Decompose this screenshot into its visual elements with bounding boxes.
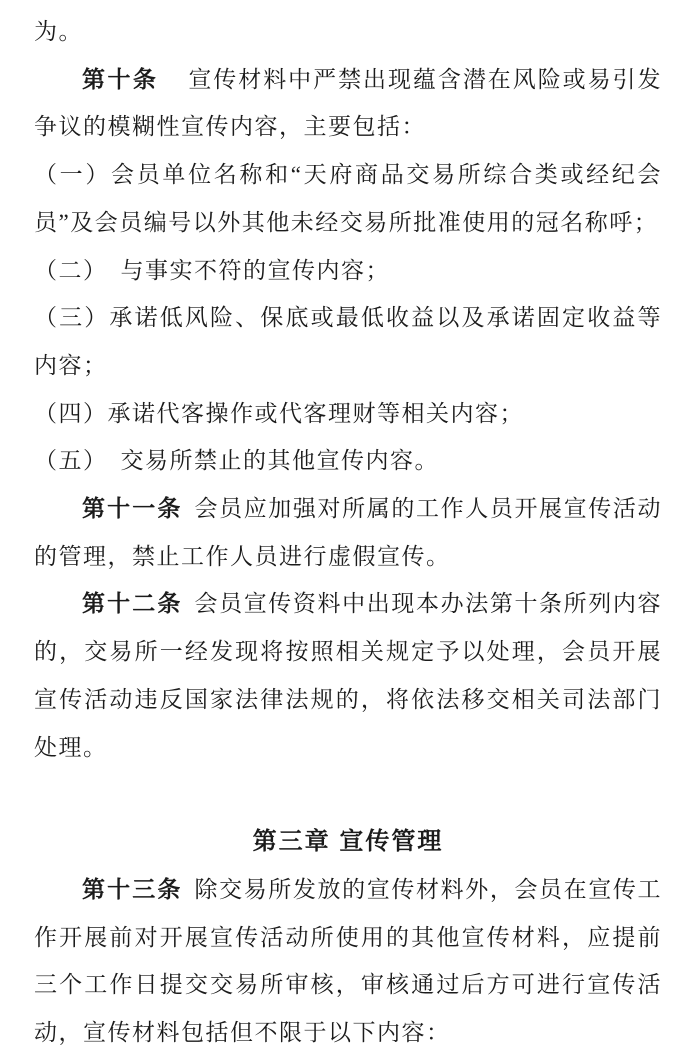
list-item-2 <box>34 247 662 295</box>
list-item-text: （一）会员单位名称和“天府商品交易所综合类或经纪会员”及会员编号以外其他未经交易所批准使用的冠名称呼； <box>34 162 662 235</box>
list-item-3 <box>34 294 662 389</box>
document-body <box>34 8 662 1057</box>
article-number: 第十三条 <box>82 875 183 902</box>
list-item-4 <box>34 390 662 438</box>
article-text: 会员宣传资料中出现本办法第十条所列内容的，交易所一经发现将按照相关规定予以处理，会员开展宣传活动违反国家法律法规的，将依法移交相关司法部门处理。 <box>34 591 663 760</box>
list-item-text: （五） 交易所禁止的其他宣传内容。 <box>34 448 439 474</box>
list-item-1 <box>34 151 662 246</box>
article-11 <box>34 485 662 580</box>
article-number: 第十一条 <box>82 495 183 522</box>
article-10 <box>34 56 662 151</box>
paragraph-continuation <box>34 8 662 56</box>
chapter-heading <box>34 818 662 866</box>
article-number: 第十二条 <box>82 590 183 617</box>
article-12 <box>34 580 662 771</box>
article-number: 第十条 <box>82 65 159 92</box>
list-item-text: （四）承诺代客操作或代客理财等相关内容； <box>34 400 524 426</box>
list-item-text: （二） 与事实不符的宣传内容； <box>34 257 390 283</box>
article-text: 会员应加强对所属的工作人员开展宣传活动的管理，禁止工作人员进行虚假宣传。 <box>34 496 663 569</box>
article-text: 宣传材料中严禁出现蕴含潜在风险或易引发争议的模糊性宣传内容，主要包括： <box>34 66 663 140</box>
list-item-text: （三）承诺低风险、保底或最低收益以及承诺固定收益等内容； <box>34 305 662 378</box>
paragraph-text: 为。 <box>34 19 83 44</box>
article-13 <box>34 866 662 1057</box>
chapter-heading-text: 第三章 宣传管理 <box>252 828 444 856</box>
list-item-5 <box>34 437 662 485</box>
article-text: 除交易所发放的宣传材料外，会员在宣传工作开展前对开展宣传活动所使用的其他宣传材料，应提前三个工作日提交交易所审核，审核通过后方可进行宣传活动，宣传材料包括但不限于以下内容： <box>34 876 663 1046</box>
